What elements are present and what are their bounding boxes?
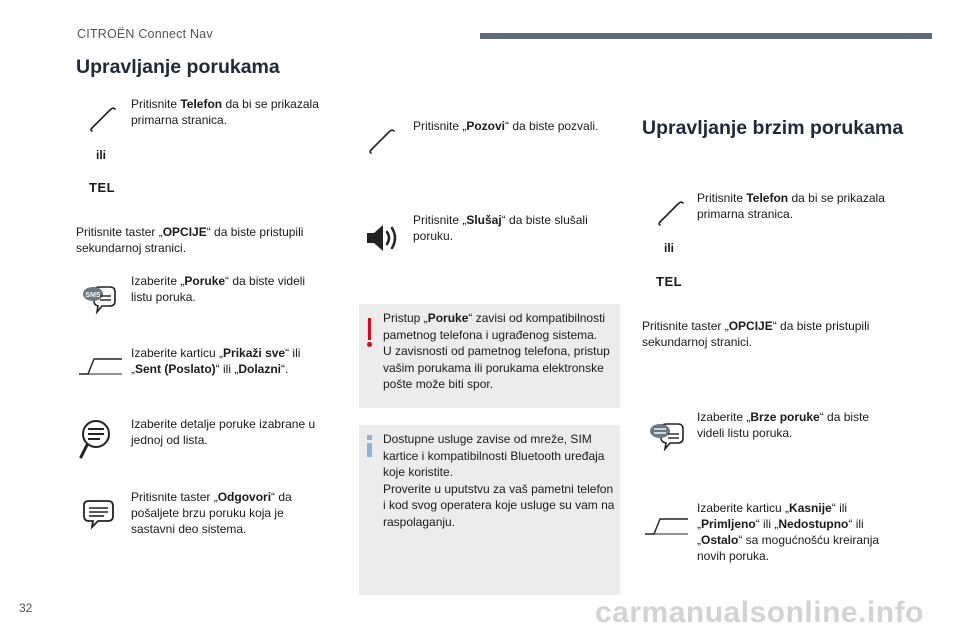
phone-handset-icon [656,198,686,228]
warning-note [359,304,620,408]
or-label: ili [96,148,107,162]
instruction-telefon-right: Pritisnite Telefon da bi se prikazala primarna stranica. [697,191,885,221]
instruction-brze-poruke: Izaberite „Brze poruke“ da biste videli listu poruka. [697,410,870,440]
instruction-opcije: Pritisnite taster „OPCIJE“ da biste pristupili sekundarnoj stranici. [76,225,304,255]
document-header-brand: CITROËN Connect Nav [77,27,213,41]
header-bar [480,33,932,39]
instruction-telefon: Pritisnite Telefon da bi se prikazala primarna stranica. [131,97,319,127]
instruction-poruke: Izaberite „Poruke“ da biste videli listu poruka. [131,274,306,304]
or-label-right: ili [664,241,675,255]
section-title-quick-messages: Upravljanje brzim porukama [642,117,904,139]
warning-line-2: U zavisnosti od pametnog telefona, pristup vašim porukama ili porukama elektronske pošte može biti spor. [383,344,610,391]
instruction-pozovi: Pritisnite „Pozovi“ da biste pozvali. [413,119,599,133]
tel-button-label-right: TEL [656,274,683,289]
phone-handset-icon [88,104,118,134]
reply-message-icon [80,499,116,529]
info-line-2: Proverite u uputstvu za vaš pametni telefon i kod svog operatera koje usluge su vam na raspolaganju. [383,481,615,529]
speaker-listen-icon [365,222,401,254]
section-title-messages: Upravljanje porukama [76,56,280,78]
info-line-1: Dostupne usluge zavise od mreže, SIM kartice i kompatibilnosti Bluetooth uređaja koje koristite. [383,432,605,479]
info-marker-icon [367,443,372,457]
page-number: 32 [19,601,33,615]
quick-messages-icon [647,420,687,454]
info-note [359,425,620,595]
warning-marker-icon [368,318,371,340]
warning-text [383,310,616,393]
instruction-slusaj: Pritisnite „Slušaj“ da biste slušali poruku. [413,213,588,243]
message-details-icon [78,417,118,461]
instruction-odgovori: Pritisnite taster „Odgovori“ da pošaljete brzu poruku koja je sastavni deo sistema. [131,490,292,536]
instruction-tabs: Izaberite karticu „Prikaži sve“ ili „Sent (Poslato)“ ili „Dolazni“. [131,346,301,376]
instruction-opcije-right: Pritisnite taster „OPCIJE“ da biste pristupili sekundarnoj stranici. [642,319,870,349]
instruction-kasnije-tabs: Izaberite karticu „Kasnije“ ili „Primljeno“ ili „Nedostupno“ ili „Ostalo“ sa mogućnošću kreiranja novih poruka. [697,501,880,563]
warning-marker-dot [367,342,372,347]
info-marker-dot [367,435,372,440]
tab-shape-icon [644,516,690,536]
tel-button-label: TEL [89,180,116,195]
instruction-detalje: Izaberite detalje poruke izabrane u jednoj od lista. [131,417,316,447]
sms-icon-text: SMS [85,292,101,299]
tab-shape-icon [78,356,124,376]
info-text [383,431,616,530]
watermark: carmanualsonline.info [595,596,924,629]
sms-messages-icon [80,283,118,317]
call-handset-icon [368,128,398,154]
warning-line-1: Pristup „Poruke“ zavisi od kompatibilnosti pametnog telefona i ugrađenog sistema. [383,311,606,342]
